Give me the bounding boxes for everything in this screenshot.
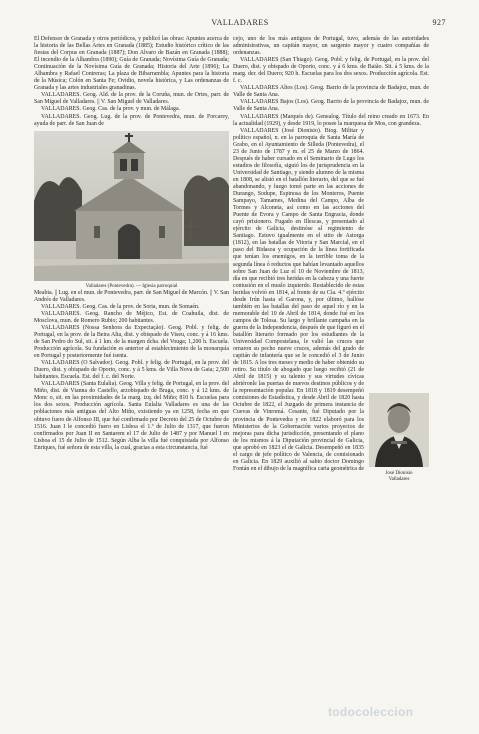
- left-paragraph-3: VALLADARES. Geog. Cas. de la prov. y mun. de Málaga.: [41, 106, 181, 113]
- church-photo-caption: Valladares (Pontevedra). — Iglesia parroquial: [85, 283, 178, 289]
- portrait-caption-surname: Valladares: [388, 476, 410, 482]
- left-paragraph-1: El Defensor de Granada y otros periódicos, y publicó las obras: Apuntes acerca de la historia de las Bellas Artes en Granada (1885); Estudio histórico crítico de las fiestas del Corpus en Granada (1887); Don Alvaro de Bazán en Granada (1888); El incendio de la Alhambra (1890); Guía de Granada; Novísima Guía de Granada; Continuación de la Novísima Guía de Granada; Historia del Arte (1896); La Alhambra y Rafael Contreras; La plaza de Bibarrambla; Apuntes para la historia de la Música; Colón en Santa Fe; Ovidio, novela histórica, y Las ordenanzas de Granada y las artes industriales granadinas.: [34, 36, 229, 92]
- left-paragraph-4: VALLADARES. Geog. Lug. de la prov. de Pontevedra, mun. de Forcarey, ayuda de parr. de San Juan de: [34, 113, 229, 127]
- running-title: VALLADARES: [211, 18, 269, 27]
- left-paragraph-8: VALLADARES (Nossa Senhora da Expectação). Geog. Pobl. y felig. de Portugal, en la prov. de la Beira Alta, dist. y obispado de Viseu, conc. y á 16 kms. de San Pedro do Sul, sit. á 1 km. de la margen dcha. del Vouga; 1,200 h. Escuela. Producción agrícola. Su fundación es anterior al establecimiento de la monarquía en Portugal y posteriormente fué isenta.: [34, 324, 229, 360]
- portrait-illustration: [369, 393, 429, 467]
- portrait-caption-name: José Dionisio: [385, 470, 413, 476]
- right-paragraph-2: VALLADARES (San Thiago). Geog. Pobl. y felig. de Portugal, en la prov. del Duero, dist. y obispado de Oporto, conc. y á 6 kms. de Baião. Sit. á 5 kms. de la marg. der. del Duero; 920 h. Escuelas para los dos sexos. Producción agrícola. Est. f. c.: [233, 57, 429, 85]
- portrait-photo: [369, 393, 429, 483]
- portrait-caption: [369, 471, 429, 483]
- church-illustration: [34, 131, 229, 281]
- left-paragraph-6: VALLADARES. Geog. Cas. de la prov. de Soria, mun. de Somaén.: [41, 303, 200, 310]
- church-photo: [34, 131, 229, 281]
- left-paragraph-9: VALLADARES (O Salvador). Geog. Pobl. y felig. de Portugal, en la prov. del Duero, dist. y obispado de Oporto, conc. y á 5 kms. de Villa Nova de Gaia; 2,500 habitantes. Escuela. Est. del f. c. del Norte.: [34, 360, 229, 381]
- left-paragraph-2: VALLADARES. Geog. Ald. de la prov. de la Coruña, mun. de Ortes, parr. de San Miguel de Valladares. || V. San Miguel de Valladares.: [34, 92, 229, 106]
- left-column: [34, 36, 229, 452]
- left-paragraph-10: VALLADARES (Santa Eulalia). Geog. Villa y felig. de Portugal, en la prov. del Miño, dist. de Vianna do Castello, arzobispado de Braga, conc. y á 12 kms. de Monc o, sit. en las proximidades de la marg. izq. del Miño; 810 h. Escuelas para los dos sexos. Producción agrícola. Santa Eulalia Valladares es una de las poblaciones más antiguas del Alto Miño, existiendo ya en 1258, fecha en que obtuvo fuero de Alfonso III, que fué confirmado por Decreto del 25 de Octubre de 1516. Juan I le concedió fuero en Lisboa el 1.º de Julio de 1317, que fueron confirmados por Juan II en Santarem el 17 de Julio de 1487 y por Manuel I en Lisboa el 15 de Julio de 1512. Según Alba la villa fué conquistada por Alfonso Enriques, fué señora de esta villa, la cual, gracias a esta circunstancia, fué: [34, 381, 229, 451]
- right-paragraph-4: VALLADARES Bajos (Los). Geog. Barrio de la provincia de Badajoz, mun. de Valle de Santa Ana.: [233, 99, 429, 113]
- left-paragraph-7: VALLADARES. Geog. Rancho de Méjico, Est. de Coahuila, dist. de Mosclova, mun. de Romero Rubio; 200 habitantes.: [34, 310, 229, 324]
- right-paragraph-1: cejo, uno de los más antiguos de Portugal, tuvo, además de las autoridades administrativas, un capitán mayor, un sargento mayor y cuatro compañías de ordenanzas.: [233, 36, 429, 57]
- right-paragraph-6: VALLADARES (José Dionisio). Biog. Militar y político español, n. en la parroquia de Santa María de Grabo, en el Ayuntamiento de Silleda (Pontevedra), el 23 de Junio de 1787 y m. el 25 de Marzo de 1864. Después de haber cursado en el Seminario de Lugo los estudios de filosofía, siguió los de jurisprudencia en la Universidad de Santiago, y siendo alumno de la misma en 1808, se alistó en el batallón literario, del que se fué abandonando, y luego tomó parte en las acciones de Durango, Sodupe, Espinosa de los Monteros, Puente Sampayo, Tamames, Medina del Campo, Alba de Tormes y Alconeta, así como en las acciones del Puente de Evora y Campo de Santa Engracia, donde cayó prisionero. Fugado en Illescas, y presentado al ejército de Galicia, destinóse al regimiento de Santiago. Estuvo igualmente en el sitio de Astorga (1812), en las batallas de Vitoria y San Marcial, en el paso del Bidasoa y ocupación de la línea fortificada que tenían los enemigos, en la terrible toma de la segunda línea ó reductos que habían levantado aquellos sobre San Juan de Luz el 10 de Noviembre de 1813, día en que recibió tres heridas en la cabeza y una fuerte contusión en el muslo izquierdo. Restablecido de estas heridas volvió en 1814, al frente de su Cía. 4.º ejército desde Irún hasta el Garona, y, por último, hallóse también en las batallas del paso de aquel río y en la memorable del 10 de Abril de 1814, donde fué en los campos de Tolosa. Su largo y brillante campaña en la guerra de la Independencia, después de que figuró en el batallón literario formado por los estudiantes de la Universidad Compostelana, le valió las cruces que ornaron su pecho nueve cruces, además del grado de capitán de infantería que se le concedió el 3 de Junio de 1815. A los tres meses y medio de haber obtenido su retiro. Su título de abogado que luego recibió (21 de Abril de 1815) y su talento y sus virtudes cívicas abriéronle las puertas de nuevos destinos públicos y de la representación popular. En 1818 y 1819 desempeñó comisiones de Estadística, y desde Abril de 1820 hasta Octubre de 1822, el Juzgado de primera instancia de Cuevas de Vinromá. Cesante, fué Diputado por la provincia de Pontevedra y en 1822 elaboró para los Ministerios de la Gobernación varios proyectos de mejoras para dicha jurisdicción, presentando el plano de los mismos á la Diputación provincial de Galicia, que aprobó en 1823 el de Galicia. Desempeñó en 1835 el cargo de jefe político de Valencia, de comisionado en Galicia. En 1829 auxilió al sabio doctor Domingo Fontán en el dibujo de la magnífica carta geométrica de: [233, 127, 365, 472]
- page-number: 927: [432, 18, 446, 27]
- right-paragraph-5: VALLADARES (Marqués de). Genealog. Título del reino creado en 1673. En la actualidad (1929), y desde 1919, lo posee la marquesa de Mos, con grandeza.: [233, 113, 429, 127]
- left-paragraph-5: Meabia. || Lug. en el mun. de Pontevedra, parr. de San Miguel de Marcón. || V. San Andrés de Valladares.: [34, 289, 229, 303]
- page-header: [34, 18, 446, 32]
- watermark-logo: todocoleccion: [328, 705, 414, 719]
- right-column: [233, 36, 429, 485]
- right-paragraph-3: VALLADARES Altos (Los). Geog. Barrio de la provincia de Badajoz, mun. de Valle de Santa Ana.: [233, 85, 429, 99]
